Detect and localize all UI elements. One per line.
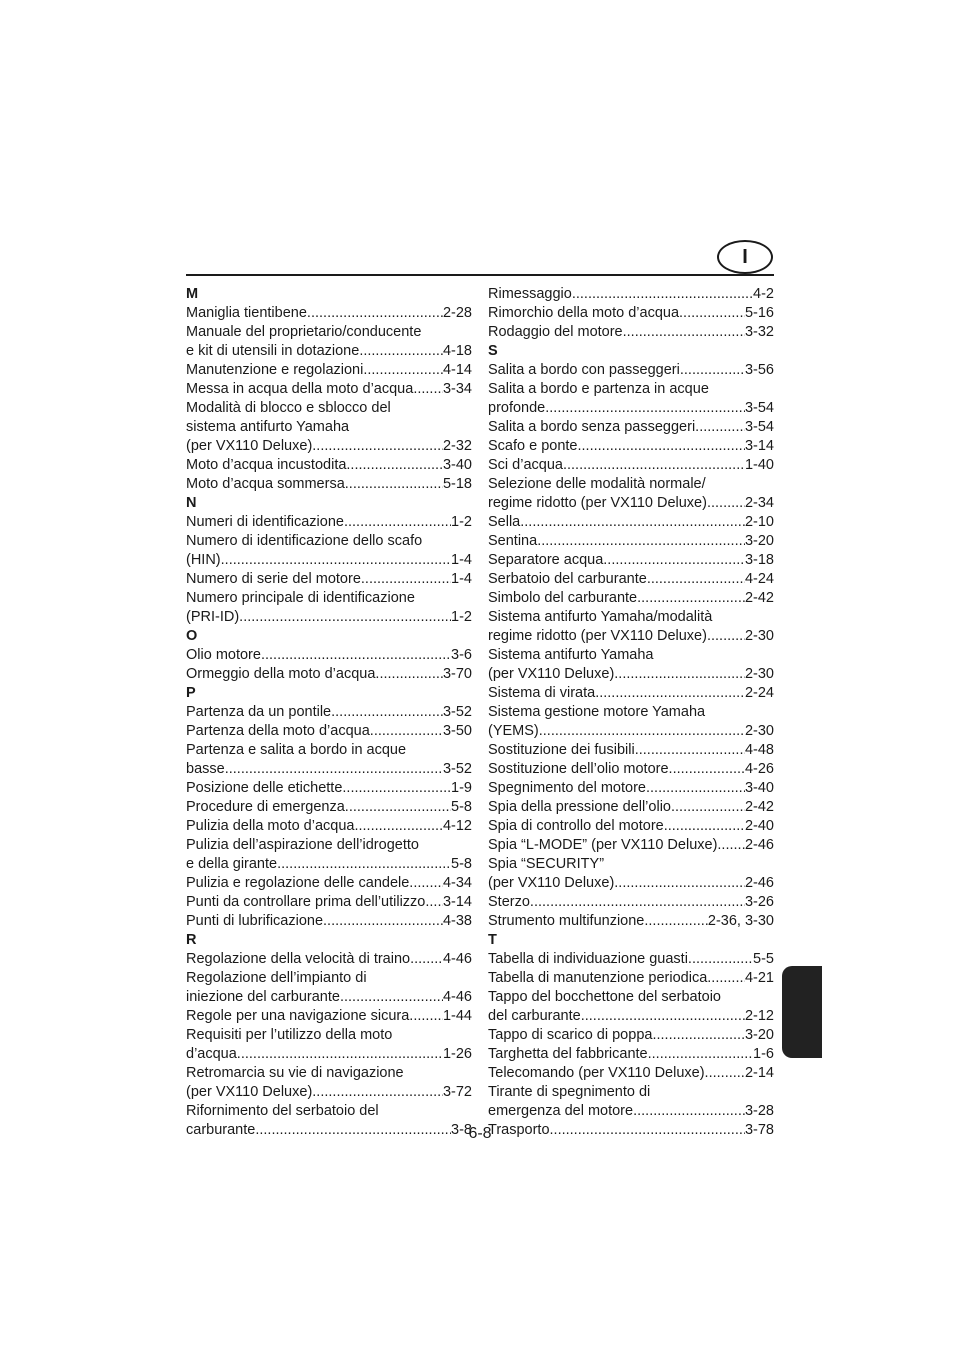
dot-leader [359, 342, 443, 361]
dot-leader [530, 893, 745, 912]
dot-leader [633, 1102, 745, 1121]
dot-leader [680, 361, 745, 380]
index-entry-text: Numeri di identificazione [186, 514, 344, 530]
index-entry [186, 608, 472, 627]
index-page-ref: 2-28 [442, 305, 472, 321]
dot-leader [595, 684, 745, 703]
index-page-ref: 2-46 [744, 837, 774, 853]
dot-leader [652, 1026, 745, 1045]
index-entry [186, 855, 472, 874]
index-entry [186, 1083, 472, 1102]
index-page-ref: 1-26 [442, 1046, 472, 1062]
index-page-ref: 3-28 [744, 1103, 774, 1119]
index-entry-text: Rodaggio del motore [488, 324, 623, 340]
index-page-ref: 3-26 [744, 894, 774, 910]
index-page-ref: 3-50 [442, 723, 472, 739]
index-entry [488, 798, 774, 817]
index-entry-text: Ormeggio della moto d’acqua [186, 666, 376, 682]
index-page-ref: 4-18 [442, 343, 472, 359]
dot-leader [331, 703, 443, 722]
index-page-ref: 3-52 [442, 761, 472, 777]
index-page-ref: 2-10 [744, 514, 774, 530]
index-entry-text: Tabella di individuazione guasti [488, 951, 688, 967]
index-page-ref: 5-16 [744, 305, 774, 321]
index-entry [488, 779, 774, 798]
index-entry-line: sistema antifurto Yamaha [186, 419, 350, 435]
index-entry-text: (per VX110 Deluxe) [186, 438, 313, 454]
dot-leader [707, 494, 745, 513]
index-entry-text: carburante [186, 1122, 256, 1138]
index-entry [186, 874, 472, 893]
index-letter-heading: R [186, 932, 197, 948]
index-entry [186, 570, 472, 589]
dot-leader [648, 1045, 753, 1064]
dot-leader [539, 722, 745, 741]
dot-leader [375, 665, 443, 684]
dot-leader [581, 1007, 745, 1026]
index-entry-line: Partenza e salita a bordo in acque [186, 742, 407, 758]
index-entry-text: (PRI-ID) [186, 609, 240, 625]
index-column-left [186, 285, 472, 1140]
index-entry [488, 1045, 774, 1064]
index-page-ref: 1-40 [744, 457, 774, 473]
index-entry-text: Partenza da un pontile [186, 704, 332, 720]
index-entry-text: profonde [488, 400, 546, 416]
index-entry-line: Requisiti per l’utilizzo della moto [186, 1027, 393, 1043]
index-entry [186, 646, 472, 665]
index-entry-line: Numero di identificazione dello scafo [186, 533, 423, 549]
index-entry [488, 589, 774, 608]
dot-leader [717, 836, 745, 855]
index-entry [488, 570, 774, 589]
index-entry-text: iniezione del carburante [186, 989, 340, 1005]
index-page-ref: 3-78 [744, 1122, 774, 1138]
index-page-ref: 3-14 [744, 438, 774, 454]
dot-leader [307, 304, 443, 323]
index-page-ref: 4-46 [442, 989, 472, 1005]
index-entry [488, 950, 774, 969]
index-entry-text: Spia della pressione dell’olio [488, 799, 671, 815]
index-entry-text: Serbatoio del carburante [488, 571, 647, 587]
index-entry-line: Sistema antifurto Yamaha [488, 647, 654, 663]
index-entry [488, 741, 774, 760]
index-entry [186, 437, 472, 456]
index-page-ref: 4-12 [442, 818, 472, 834]
dot-leader [563, 456, 745, 475]
index-entry-text: emergenza del motore [488, 1103, 634, 1119]
index-page-ref: 1-9 [451, 780, 472, 796]
index-entry-line: Sistema antifurto Yamaha/modalità [488, 609, 713, 625]
index-page-ref: 3-54 [744, 419, 774, 435]
index-entry [186, 817, 472, 836]
index-entry [186, 380, 472, 399]
index-entry [488, 285, 774, 304]
index-entry-text: Sostituzione dell’olio motore [488, 761, 669, 777]
index-entry-text: Moto d’acqua incustodita [186, 457, 347, 473]
index-entry [488, 494, 774, 513]
index-entry [488, 551, 774, 570]
index-page-ref: 3-18 [744, 552, 774, 568]
dot-leader [323, 912, 443, 931]
index-page-ref: 3-40 [744, 780, 774, 796]
dot-leader [221, 551, 451, 570]
dot-leader [225, 760, 443, 779]
index-entry [186, 475, 472, 494]
index-page-ref: 4-48 [744, 742, 774, 758]
index-page-ref: 1-4 [451, 571, 472, 587]
index-entry-text: Targhetta del fabbricante [488, 1046, 648, 1062]
index-letter-heading: P [186, 685, 196, 701]
index-page-ref: 2-46 [744, 875, 774, 891]
index-page-ref: 2-24 [744, 685, 774, 701]
dot-leader [679, 304, 745, 323]
index-entry [488, 627, 774, 646]
dot-leader [345, 798, 451, 817]
index-entry-text: e della girante [186, 856, 278, 872]
dot-leader [646, 779, 745, 798]
index-entry [488, 817, 774, 836]
index-entry-line: Numero principale di identificazione [186, 590, 415, 606]
index-entry-text: Spegnimento del motore [488, 780, 646, 796]
dot-leader [237, 1045, 443, 1064]
index-page-ref: 3-20 [744, 533, 774, 549]
index-entry [186, 665, 472, 684]
index-entry [488, 418, 774, 437]
index-entry-text: Separatore acqua [488, 552, 604, 568]
index-entry [186, 703, 472, 722]
dot-leader [688, 950, 753, 969]
index-column-right [488, 285, 774, 1140]
index-entry [186, 722, 472, 741]
index-page-ref: 2-34 [744, 495, 774, 511]
dot-leader [312, 1083, 443, 1102]
index-entry [488, 437, 774, 456]
index-entry-text: d’acqua [186, 1046, 237, 1062]
index-entry-text: Regolazione della velocità di traino [186, 951, 411, 967]
index-entry-text: (HIN) [186, 552, 221, 568]
index-page-ref: 2-36, 3-30 [707, 913, 774, 929]
dot-leader [669, 760, 745, 779]
index-entry-text: Messa in acqua della moto d’acqua [186, 381, 414, 397]
index-page-ref: 2-40 [744, 818, 774, 834]
index-page-ref: 3-40 [442, 457, 472, 473]
dot-leader [354, 817, 443, 836]
index-page-ref: 3-20 [744, 1027, 774, 1043]
index-entry-text: Punti da controllare prima dell’utilizzo [186, 894, 426, 910]
index-page-ref: 4-24 [744, 571, 774, 587]
index-entry [488, 1026, 774, 1045]
index-page-ref: 4-21 [744, 970, 774, 986]
index-entry-text: Sterzo [488, 894, 530, 910]
index-page-ref: 4-14 [442, 362, 472, 378]
index-entry-text: Sostituzione dei fusibili [488, 742, 635, 758]
index-letter-heading: T [488, 932, 497, 948]
dot-leader [707, 627, 745, 646]
dot-leader [340, 988, 443, 1007]
index-entry [186, 456, 472, 475]
index-entry [488, 874, 774, 893]
index-entry [488, 760, 774, 779]
index-page-ref: 1-6 [753, 1046, 774, 1062]
index-page-ref: 5-8 [451, 856, 472, 872]
index-page-ref: 3-6 [451, 647, 472, 663]
index-entry [488, 399, 774, 418]
dot-leader [635, 741, 745, 760]
dot-leader [409, 1007, 443, 1026]
index-entry [488, 665, 774, 684]
index-entry [488, 1007, 774, 1026]
index-entry-text: (per VX110 Deluxe) [186, 1084, 313, 1100]
index-entry-text: Numero di serie del motore [186, 571, 361, 587]
index-entry-line: Sistema gestione motore Yamaha [488, 704, 706, 720]
dot-leader [425, 893, 443, 912]
dot-leader [671, 798, 745, 817]
index-entry-text: Scafo e ponte [488, 438, 578, 454]
index-page-ref: 3-70 [442, 666, 472, 682]
index-entry-text: Pulizia della moto d’acqua [186, 818, 355, 834]
dot-leader [363, 361, 443, 380]
index-page-ref: 4-2 [753, 286, 774, 302]
section-tab [782, 966, 822, 1058]
dot-leader [695, 418, 745, 437]
index-entry-line: Spia “SECURITY” [488, 856, 605, 872]
index-entry [186, 779, 472, 798]
index-page-ref: 3-56 [744, 362, 774, 378]
index-entry-line: Pulizia dell’aspirazione dell’idrogetto [186, 837, 419, 853]
dot-leader [409, 874, 443, 893]
index-entry-line: Rifornimento del serbatoio del [186, 1103, 379, 1119]
index-entry [186, 1007, 472, 1026]
dot-leader [603, 551, 745, 570]
dot-leader [261, 646, 451, 665]
dot-leader [410, 950, 443, 969]
index-page-ref: 1-4 [451, 552, 472, 568]
language-badge: I [717, 240, 773, 274]
dot-leader [344, 513, 451, 532]
index-entry-text: Sistema di virata [488, 685, 596, 701]
index-entry [186, 950, 472, 969]
index-entry [186, 1045, 472, 1064]
index-letter-heading: S [488, 343, 498, 359]
dot-leader [664, 817, 745, 836]
dot-leader [572, 285, 753, 304]
index-entry-text: Punti di lubrificazione [186, 913, 324, 929]
dot-leader [705, 1064, 745, 1083]
index-entry-line: Retromarcia su vie di navigazione [186, 1065, 404, 1081]
index-page-ref: 3-34 [442, 381, 472, 397]
index-entry-text: regime ridotto (per VX110 Deluxe) [488, 495, 707, 511]
index-page-ref: 1-44 [442, 1008, 472, 1024]
index-entry [488, 722, 774, 741]
index-entry-text: Spia “L-MODE” (per VX110 Deluxe) [488, 837, 718, 853]
index-page-ref: 3-14 [442, 894, 472, 910]
index-entry-text: Simbolo del carburante [488, 590, 638, 606]
index-entry-text: Strumento multifunzione [488, 913, 645, 929]
index-page-ref: 4-34 [442, 875, 472, 891]
index-entry-text: (per VX110 Deluxe) [488, 875, 615, 891]
index-page-ref: 3-32 [744, 324, 774, 340]
index-entry-text: Rimorchio della moto d’acqua [488, 305, 680, 321]
index-entry-text: Maniglia tientibene [186, 305, 307, 321]
dot-leader [345, 475, 443, 494]
index-page-ref: 1-2 [451, 514, 472, 530]
index-entry [488, 684, 774, 703]
index-entry [488, 513, 774, 532]
dot-leader [537, 532, 745, 551]
index-entry [488, 969, 774, 988]
dot-leader [312, 437, 443, 456]
index-entry-text: Sella [488, 514, 521, 530]
index-entry-line: Modalità di blocco e sblocco del [186, 400, 391, 416]
index-entry-text: Manutenzione e regolazioni [186, 362, 364, 378]
index-entry-text: Olio motore [186, 647, 261, 663]
index-entry-text: Pulizia e regolazione delle candele [186, 875, 410, 891]
index-entry-line: Selezione delle modalità normale/ [488, 476, 706, 492]
index-entry-line: Tirante di spegnimento di [488, 1084, 651, 1100]
dot-leader [707, 969, 745, 988]
header-rule [186, 274, 774, 276]
index-page-ref: 2-30 [744, 723, 774, 739]
index-entry-text: del carburante [488, 1008, 581, 1024]
index-page-ref: 5-5 [753, 951, 774, 967]
index-page-ref: 3-52 [442, 704, 472, 720]
index-entry [488, 1064, 774, 1083]
index-entry [186, 893, 472, 912]
index-page-ref: 5-18 [442, 476, 472, 492]
dot-leader [277, 855, 451, 874]
index-entry-text: Procedure di emergenza [186, 799, 345, 815]
index-page-ref: 3-72 [442, 1084, 472, 1100]
index-entry [186, 513, 472, 532]
index-page-ref: 2-12 [744, 1008, 774, 1024]
index-entry [488, 304, 774, 323]
index-entry [186, 912, 472, 931]
index-entry-text: Sentina [488, 533, 538, 549]
index-entry [488, 532, 774, 551]
index-entry-text: (per VX110 Deluxe) [488, 666, 615, 682]
index-letter-heading: O [186, 628, 198, 644]
page-number: 6-8 [468, 1125, 492, 1142]
index-entry [186, 551, 472, 570]
index-entry-text: Tappo di scarico di poppa [488, 1027, 653, 1043]
dot-leader [413, 380, 443, 399]
dot-leader [346, 456, 443, 475]
index-page-ref: 1-2 [451, 609, 472, 625]
index-entry-text: basse [186, 761, 225, 777]
index-entry [488, 893, 774, 912]
index-entry [186, 361, 472, 380]
dot-leader [578, 437, 745, 456]
index-entry-text: Tabella di manutenzione periodica [488, 970, 708, 986]
index-entry-text: regime ridotto (per VX110 Deluxe) [488, 628, 707, 644]
dot-leader [361, 570, 451, 589]
index-page-ref: 2-42 [744, 799, 774, 815]
index-entry-text: Posizione delle etichette [186, 780, 343, 796]
index-entry-text: Rimessaggio [488, 286, 572, 302]
dot-leader [370, 722, 443, 741]
index-entry [186, 304, 472, 323]
index-entry [488, 323, 774, 342]
index-entry [186, 342, 472, 361]
index-entry [488, 912, 774, 931]
index-page-ref: 4-38 [442, 913, 472, 929]
index-entry-line: Salita a bordo e partenza in acque [488, 381, 709, 397]
dot-leader [647, 570, 745, 589]
index-entry-text: Spia di controllo del motore [488, 818, 664, 834]
index-entry-text: Trasporto [488, 1122, 550, 1138]
index-entry [186, 798, 472, 817]
dot-leader [545, 399, 745, 418]
index-entry-line: Tappo del bocchettone del serbatoio [488, 989, 721, 1005]
index-page-ref: 2-42 [744, 590, 774, 606]
index-entry [186, 760, 472, 779]
index-page-ref: 2-30 [744, 628, 774, 644]
index-entry-text: Salita a bordo con passeggeri [488, 362, 680, 378]
index-entry [488, 836, 774, 855]
index-entry-line: Regolazione dell’impianto di [186, 970, 367, 986]
index-entry [186, 988, 472, 1007]
index-entry-text: (YEMS) [488, 723, 539, 739]
dot-leader [239, 608, 451, 627]
index-entry-line: Manuale del proprietario/conducente [186, 324, 422, 340]
index-page-ref: 2-14 [744, 1065, 774, 1081]
index-entry-text: Telecomando (per VX110 Deluxe) [488, 1065, 705, 1081]
dot-leader [637, 589, 745, 608]
index-entry-text: e kit di utensili in dotazione [186, 343, 360, 359]
index-page-ref: 5-8 [451, 799, 472, 815]
index-entry [488, 456, 774, 475]
index-page-ref: 3-8 [451, 1122, 472, 1138]
index-entry [488, 361, 774, 380]
index-entry-text: Regole per una navigazione sicura [186, 1008, 410, 1024]
dot-leader [623, 323, 745, 342]
dot-leader [520, 513, 745, 532]
dot-leader [614, 874, 745, 893]
dot-leader [644, 912, 708, 931]
index-page-ref: 2-30 [744, 666, 774, 682]
dot-leader [342, 779, 451, 798]
index-entry-text: Sci d’acqua [488, 457, 563, 473]
index-entry-text: Moto d’acqua sommersa [186, 476, 345, 492]
index-page-ref: 4-26 [744, 761, 774, 777]
index-letter-heading: M [186, 286, 199, 302]
index-entry [488, 1102, 774, 1121]
index-page-ref: 4-46 [442, 951, 472, 967]
index-page-ref: 2-32 [442, 438, 472, 454]
index-entry-text: Partenza della moto d’acqua [186, 723, 370, 739]
dot-leader [614, 665, 745, 684]
index-page-ref: 3-54 [744, 400, 774, 416]
index-letter-heading: N [186, 495, 197, 511]
index-entry-text: Salita a bordo senza passeggeri [488, 419, 696, 435]
